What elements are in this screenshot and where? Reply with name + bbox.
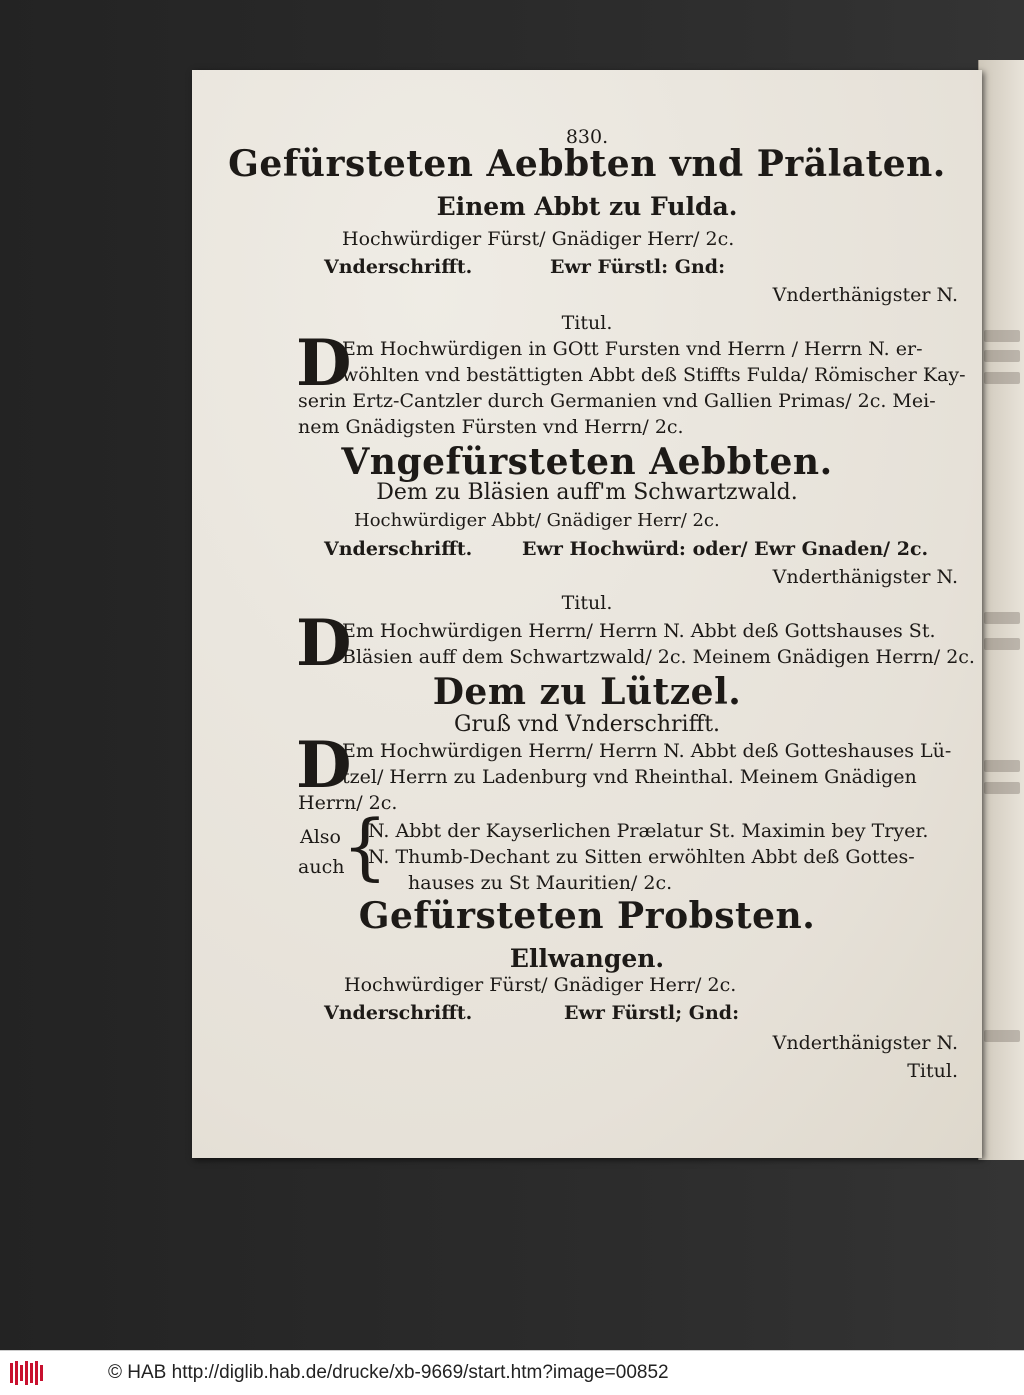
signature-name-fulda: Vnderthänigster N. bbox=[772, 284, 958, 306]
titul-text-line: Em Hochwürdigen Herrn/ Herrn N. Abbt deß Gottshauses St. bbox=[342, 620, 936, 642]
also-label: Also bbox=[300, 826, 341, 848]
heading-gefuersteten-aebbten: Gefürsteten Aebbten vnd Prälaten. bbox=[228, 143, 946, 185]
bleed-through-mark bbox=[984, 330, 1020, 342]
footer-copyright-url: © HAB http://diglib.hab.de/drucke/xb-9669/start.htm?image=00852 bbox=[108, 1362, 669, 1383]
signature-label-ellwangen: Vnderschrifft. bbox=[324, 1002, 473, 1024]
titul-text-line: Bläsien auff dem Schwartzwald/ 2c. Meinem Gnädigen Herrn/ 2c. bbox=[342, 646, 975, 668]
titul-text-line: Em Hochwürdigen Herrn/ Herrn N. Abbt deß Gotteshauses Lü- bbox=[342, 740, 952, 762]
auch-label: auch bbox=[298, 856, 345, 878]
drop-cap-luetzel: D bbox=[296, 728, 352, 803]
hab-logo-icon bbox=[10, 1359, 46, 1387]
drop-cap-blaesien: D bbox=[296, 606, 352, 681]
titul-text-line: serin Ertz-Cantzler durch Germanien vnd Gallien Primas/ 2c. Mei- bbox=[298, 390, 936, 412]
titul-text-line: Herrn/ 2c. bbox=[298, 792, 398, 814]
signature-formula-ellwangen: Ewr Fürstl; Gnd: bbox=[564, 1002, 740, 1024]
bleed-through-mark bbox=[984, 782, 1020, 794]
heading-luetzel: Dem zu Lützel. bbox=[432, 671, 742, 713]
subheading-luetzel: Gruß vnd Vnderschrifft. bbox=[453, 712, 721, 737]
titul-text-line: nem Gnädigsten Fürsten vnd Herrn/ 2c. bbox=[298, 416, 684, 438]
bleed-through-mark bbox=[984, 1030, 1020, 1042]
heading-vngefuersteten-aebbten: Vngefürsteten Aebbten. bbox=[341, 441, 833, 483]
bleed-through-mark bbox=[984, 760, 1020, 772]
signature-label-blaesien: Vnderschrifft. bbox=[324, 538, 473, 560]
also-entry-line: N. Abbt der Kayserlichen Prælatur St. Maximin bey Tryer. bbox=[368, 820, 929, 842]
titul-text-line: wöhlten vnd bestättigten Abbt deß Stiffts Fulda/ Römischer Kay- bbox=[342, 364, 966, 386]
signature-formula-fulda: Ewr Fürstl: Gnd: bbox=[550, 256, 726, 278]
signature-label-fulda: Vnderschrifft. bbox=[324, 256, 473, 278]
signature-name-blaesien: Vnderthänigster N. bbox=[772, 566, 958, 588]
signature-formula-blaesien: Ewr Hochwürd: oder/ Ewr Gnaden/ 2c. bbox=[522, 538, 929, 560]
bleed-through-mark bbox=[984, 350, 1020, 362]
also-entry-line: N. Thumb-Dechant zu Sitten erwöhlten Abbt deß Gottes- bbox=[368, 846, 915, 868]
drop-cap-fulda: D bbox=[296, 326, 352, 401]
titul-label-ellwangen: Titul. bbox=[907, 1060, 958, 1082]
signature-name-ellwangen: Vnderthänigster N. bbox=[772, 1032, 958, 1054]
subheading-fulda: Einem Abbt zu Fulda. bbox=[436, 192, 738, 221]
salutation-ellwangen: Hochwürdiger Fürst/ Gnädiger Herr/ 2c. bbox=[344, 974, 737, 996]
subheading-ellwangen: Ellwangen. bbox=[509, 944, 665, 973]
salutation-blaesien: Hochwürdiger Abbt/ Gnädiger Herr/ 2c. bbox=[354, 510, 720, 531]
bleed-through-mark bbox=[984, 638, 1020, 650]
adjacent-page-edge bbox=[978, 60, 1024, 1160]
footer-bar bbox=[0, 1350, 1024, 1395]
titul-label-fulda: Titul. bbox=[561, 312, 613, 334]
titul-text-line: Em Hochwürdigen in GOtt Fursten vnd Herrn / Herrn N. er- bbox=[342, 338, 923, 360]
bleed-through-mark bbox=[984, 612, 1020, 624]
salutation-fulda: Hochwürdiger Fürst/ Gnädiger Herr/ 2c. bbox=[342, 228, 735, 250]
bleed-through-mark bbox=[984, 372, 1020, 384]
subheading-blaesien: Dem zu Bläsien auff'm Schwartzwald. bbox=[376, 480, 798, 505]
titul-text-line: tzel/ Herrn zu Ladenburg vnd Rheinthal. Meinem Gnädigen bbox=[342, 766, 917, 788]
titul-label-blaesien: Titul. bbox=[561, 592, 613, 614]
also-entry-line: hauses zu St Mauritien/ 2c. bbox=[408, 872, 673, 894]
document-page bbox=[192, 70, 982, 1158]
curly-brace: { bbox=[342, 804, 388, 888]
heading-gefuersteten-probsten: Gefürsteten Probsten. bbox=[358, 895, 816, 937]
page-number: 830. bbox=[565, 126, 609, 148]
